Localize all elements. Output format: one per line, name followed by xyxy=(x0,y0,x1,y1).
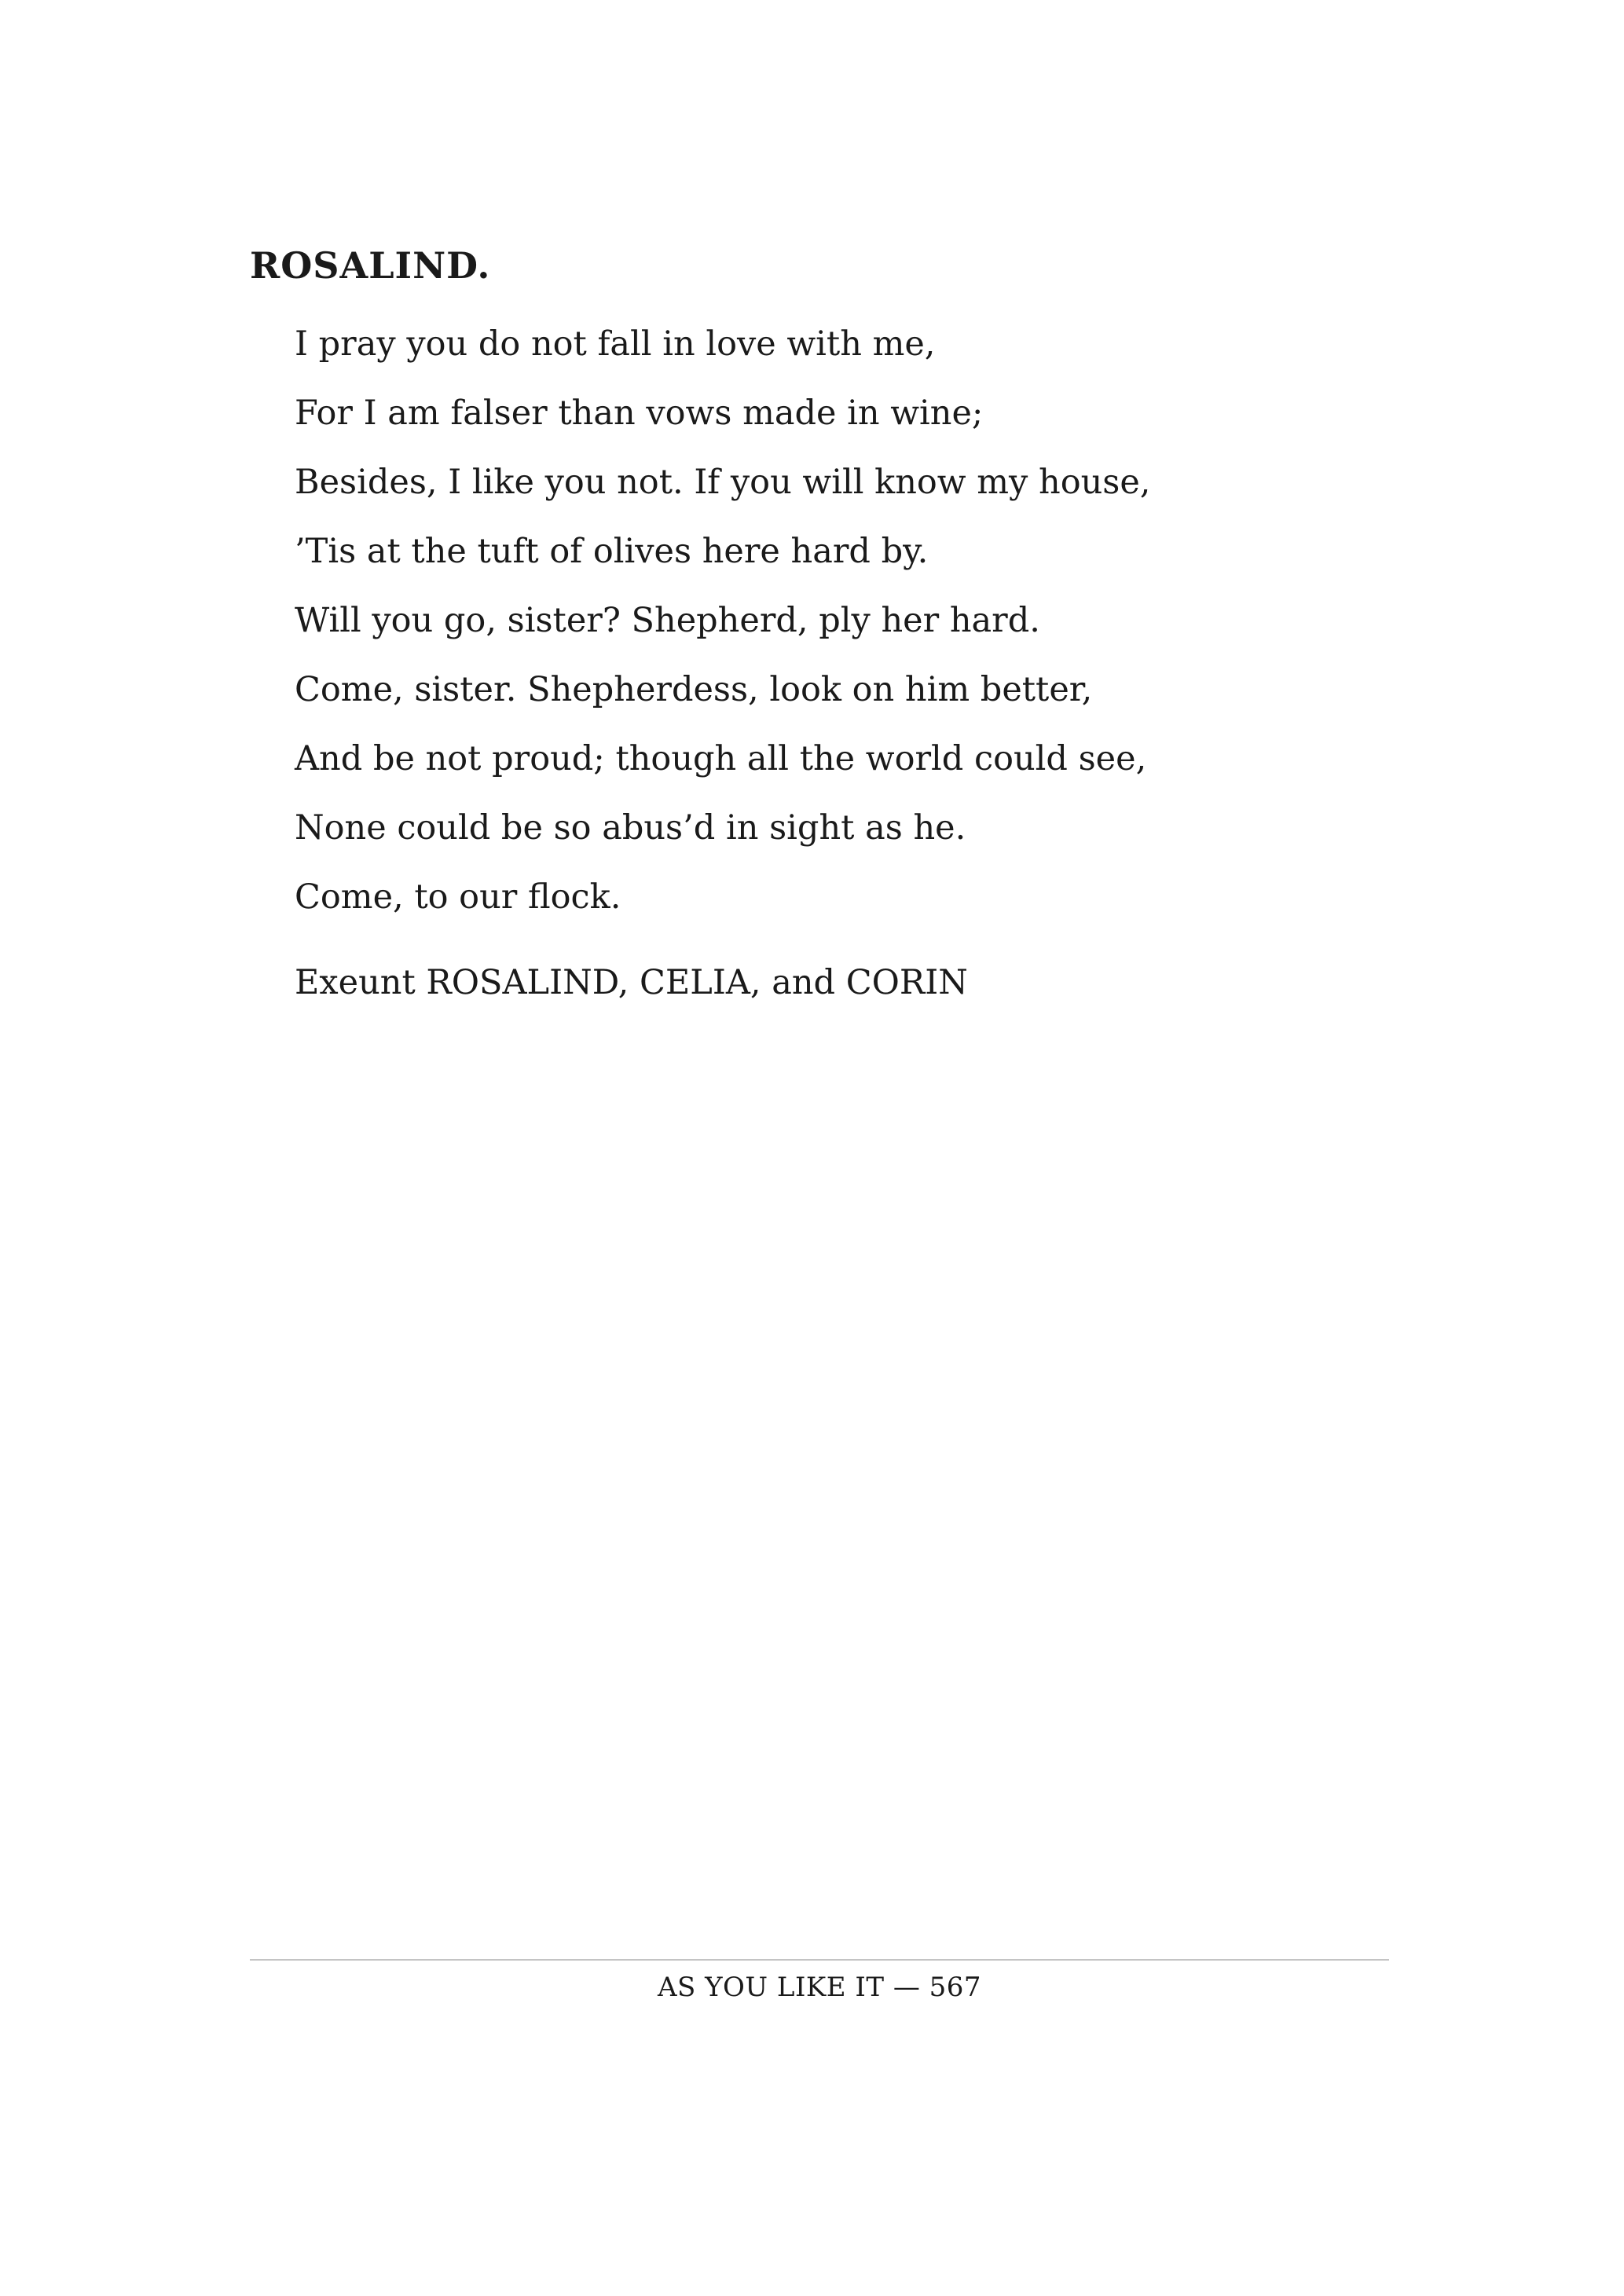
footer-title: AS YOU LIKE IT xyxy=(657,1972,885,2003)
verse-line: None could be so abus’d in sight as he. xyxy=(295,808,966,848)
page-number: 567 xyxy=(929,1972,982,2003)
running-footer xyxy=(250,1968,1389,2007)
verse-line: I pray you do not fall in love with me, xyxy=(295,324,936,364)
verse-line: Besides, I like you not. If you will know my house, xyxy=(295,463,1151,502)
verse-line: Come, sister. Shepherdess, look on him better, xyxy=(295,670,1093,709)
stage-direction: Exeunt ROSALIND, CELIA, and CORIN xyxy=(295,963,968,1002)
verse-line: And be not proud; though all the world could see, xyxy=(295,739,1147,778)
verse-block xyxy=(295,309,1150,932)
verse-line: ’Tis at the tuft of olives here hard by. xyxy=(295,532,929,571)
speaker-name: ROSALIND. xyxy=(250,244,491,287)
verse-line: Come, to our flock. xyxy=(295,877,621,917)
verse-line: Will you go, sister? Shepherd, ply her hard. xyxy=(295,601,1040,640)
footer-separator: — xyxy=(893,1972,921,2003)
footer-divider xyxy=(250,1959,1389,1961)
verse-line: For I am falser than vows made in wine; xyxy=(295,394,984,433)
